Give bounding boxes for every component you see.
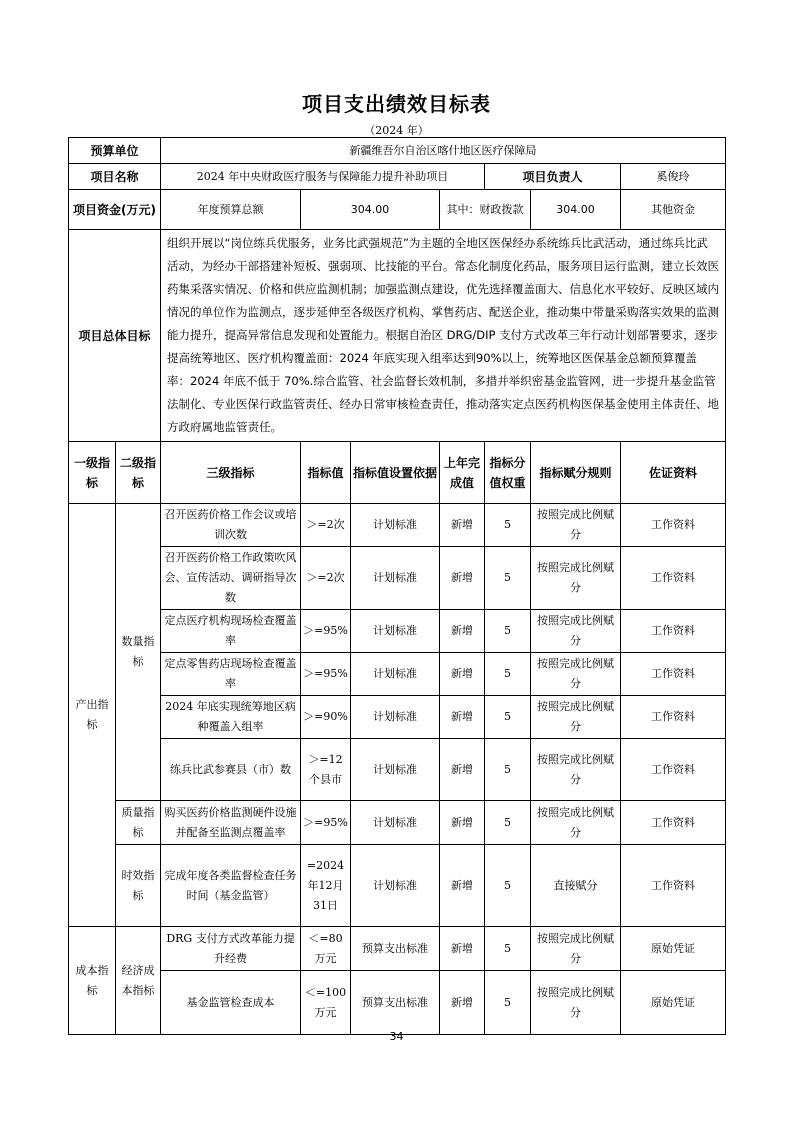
fiscal-value: 304.00 (531, 190, 621, 230)
indicator-basis: 计划标准 (351, 801, 440, 845)
page-number: 34 (389, 1030, 404, 1043)
indicator-evidence: 工作资料 (621, 739, 726, 801)
table-row (69, 801, 726, 845)
indicator-weight: 5 (485, 739, 531, 801)
header-weight: 指标分值权重 (485, 442, 531, 504)
indicator-basis: 预算支出标准 (351, 927, 440, 971)
fiscal-label: 其中：财政拨款 (440, 190, 531, 230)
header-level3: 三级指标 (161, 442, 301, 504)
indicator-evidence: 工作资料 (621, 610, 726, 653)
indicator-value: ＞=90% (301, 696, 351, 739)
project-name-value: 2024 年中央财政医疗服务与保障能力提升补助项目 (161, 164, 485, 190)
indicator-last: 新增 (440, 610, 485, 653)
indicator-weight: 5 (485, 653, 531, 696)
table-row (69, 610, 726, 653)
indicator-rule: 按照完成比例赋分 (531, 504, 621, 547)
group-quantity: 数量指标 (116, 504, 161, 801)
funds-label: 项目资金(万元) (69, 190, 161, 230)
indicator-evidence: 原始凭证 (621, 927, 726, 971)
indicator-rule: 按照完成比例赋分 (531, 653, 621, 696)
indicator-name: 练兵比武参赛县（市）数 (161, 739, 301, 801)
indicator-last: 新增 (440, 845, 485, 927)
indicator-last: 新增 (440, 653, 485, 696)
indicator-basis: 计划标准 (351, 739, 440, 801)
indicator-name: 召开医药价格工作会议或培训次数 (161, 504, 301, 547)
owner-label: 项目负责人 (485, 164, 621, 190)
indicator-evidence: 工作资料 (621, 696, 726, 739)
indicator-rule: 按照完成比例赋分 (531, 971, 621, 1035)
header-value: 指标值 (301, 442, 351, 504)
indicator-basis: 计划标准 (351, 845, 440, 927)
indicator-value: =2024年12月31日 (301, 845, 351, 927)
indicator-value: ＞=95% (301, 610, 351, 653)
goal-label: 项目总体目标 (69, 230, 161, 442)
header-last-year: 上年完成值 (440, 442, 485, 504)
table-row (69, 971, 726, 1035)
performance-target-table (68, 137, 726, 1035)
header-rule: 指标赋分规则 (531, 442, 621, 504)
header-level1: 一级指标 (69, 442, 116, 504)
table-row (69, 547, 726, 610)
group-output: 产出指标 (69, 504, 116, 927)
indicator-rule: 按照完成比例赋分 (531, 927, 621, 971)
table-row (69, 504, 726, 547)
indicator-value: ＞=95% (301, 801, 351, 845)
indicator-rule: 按照完成比例赋分 (531, 610, 621, 653)
indicator-basis: 计划标准 (351, 610, 440, 653)
annual-budget-label: 年度预算总额 (161, 190, 301, 230)
indicator-last: 新增 (440, 547, 485, 610)
group-cost: 成本指标 (69, 927, 116, 1035)
group-economic: 经济成本指标 (116, 927, 161, 1035)
project-name-label: 项目名称 (69, 164, 161, 190)
table-row (69, 696, 726, 739)
indicator-last: 新增 (440, 739, 485, 801)
indicator-value: ＞=95% (301, 653, 351, 696)
indicator-basis: 计划标准 (351, 547, 440, 610)
indicator-weight: 5 (485, 845, 531, 927)
indicator-value: ＞=12个县市 (301, 739, 351, 801)
indicator-evidence: 工作资料 (621, 845, 726, 927)
budget-unit-value: 新疆维吾尔自治区喀什地区医疗保障局 (161, 138, 726, 164)
indicator-rule: 按照完成比例赋分 (531, 739, 621, 801)
indicator-last: 新增 (440, 504, 485, 547)
indicator-basis: 计划标准 (351, 696, 440, 739)
table-row (69, 845, 726, 927)
indicator-evidence: 工作资料 (621, 504, 726, 547)
indicator-basis: 预算支出标准 (351, 971, 440, 1035)
indicator-basis: 计划标准 (351, 504, 440, 547)
indicator-evidence: 工作资料 (621, 653, 726, 696)
header-level2: 二级指标 (116, 442, 161, 504)
indicator-basis: 计划标准 (351, 653, 440, 696)
indicator-last: 新增 (440, 927, 485, 971)
indicator-name: 购买医药价格监测硬件设施并配备至监测点覆盖率 (161, 801, 301, 845)
indicator-name: 基金监管检查成本 (161, 971, 301, 1035)
indicator-weight: 5 (485, 801, 531, 845)
table-row (69, 653, 726, 696)
table-row (69, 927, 726, 971)
indicator-weight: 5 (485, 547, 531, 610)
report-year: （2024 年） (364, 124, 429, 137)
owner-value: 奚俊玲 (621, 164, 726, 190)
indicator-rule: 按照完成比例赋分 (531, 696, 621, 739)
indicator-name: 完成年度各类监督检查任务时间（基金监管） (161, 845, 301, 927)
indicator-name: 2024 年底实现统筹地区病种覆盖入组率 (161, 696, 301, 739)
indicator-name: 定点零售药店现场检查覆盖率 (161, 653, 301, 696)
group-quality: 质量指标 (116, 801, 161, 845)
group-timeliness: 时效指标 (116, 845, 161, 927)
indicator-rule: 按照完成比例赋分 (531, 547, 621, 610)
indicator-evidence: 原始凭证 (621, 971, 726, 1035)
indicator-evidence: 工作资料 (621, 547, 726, 610)
indicator-name: DRG 支付方式改革能力提升经费 (161, 927, 301, 971)
indicator-last: 新增 (440, 696, 485, 739)
indicator-evidence: 工作资料 (621, 801, 726, 845)
indicator-last: 新增 (440, 971, 485, 1035)
table-row (69, 739, 726, 801)
indicator-weight: 5 (485, 971, 531, 1035)
indicator-weight: 5 (485, 610, 531, 653)
indicator-name: 召开医药价格工作政策吹风会、宣传活动、调研指导次数 (161, 547, 301, 610)
indicator-value: ＜=80万元 (301, 927, 351, 971)
other-funds-label: 其他资金 (621, 190, 726, 230)
annual-budget-value: 304.00 (301, 190, 440, 230)
indicator-weight: 5 (485, 504, 531, 547)
indicator-value: ＞=2次 (301, 504, 351, 547)
header-basis: 指标值设置依据 (351, 442, 440, 504)
indicator-value: ＜=100万元 (301, 971, 351, 1035)
indicator-weight: 5 (485, 696, 531, 739)
indicator-rule: 直接赋分 (531, 845, 621, 927)
goal-text: 组织开展以“岗位练兵优服务，业务比武强规范”为主题的全地区医保经办系统练兵比武活动，通过练兵比武活动，为经办干部搭建补短板、强弱项、比技能的平台。常态化制度化药品，服务项目运行监测，建立长效医药集采落实情况、价格和供应监测机制；加强监测点建设，优先选择覆盖面大、信息化水平较好、反映区域内情况的单位作为监测点，逐步延伸至各级医疗机构、掌售药店、配送企业，推动集中带量采购落实效果的监测能力提升，提高异常信息发现和处置能力。根据自治区 DRG/DIP 支付方式改革三年行动计划部署要求，逐步提高统筹地区、医疗机构覆盖面：2024 年底实现入组率达到90%以上，统筹地区医保基金总额预算覆盖率：2024 年底不低于 70%.综合监管、社会监督长效机制，多措并举织密基金监管网，进一步提升基金监管法制化、专业医保行政监管责任、经办日常审核检查责任，推动落实定点医药机构医保基金使用主体责任、地方政府属地监管责任。 (161, 230, 726, 442)
indicator-rule: 按照完成比例赋分 (531, 801, 621, 845)
indicator-last: 新增 (440, 801, 485, 845)
indicator-value: ＞=2次 (301, 547, 351, 610)
page-title: 项目支出绩效目标表 (302, 92, 491, 116)
indicator-weight: 5 (485, 927, 531, 971)
header-evidence: 佐证资料 (621, 442, 726, 504)
indicator-name: 定点医疗机构现场检查覆盖率 (161, 610, 301, 653)
budget-unit-label: 预算单位 (69, 138, 161, 164)
